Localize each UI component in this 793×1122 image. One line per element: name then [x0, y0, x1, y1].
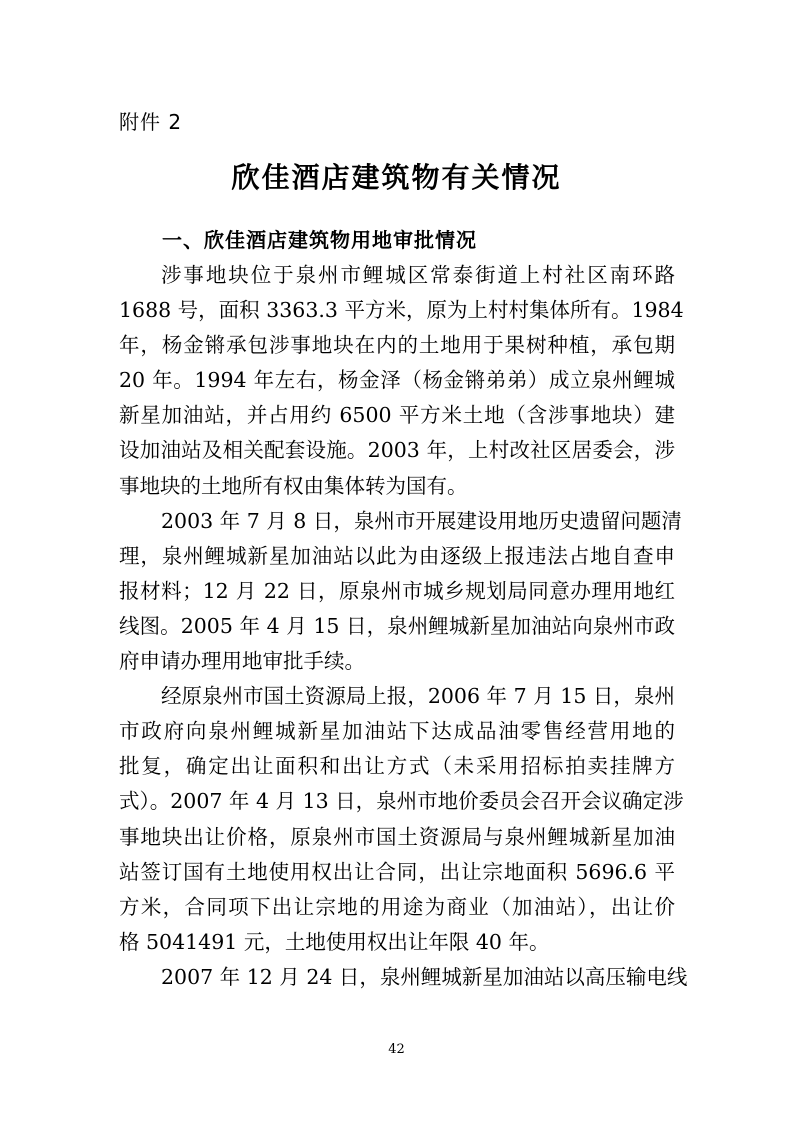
text-line: 市政府向泉州鲤城新星加油站下达成品油零售经营用地的 [119, 719, 675, 744]
text-line: 方米，合同项下出让宗地的用途为商业（加油站），出让价 [119, 894, 675, 919]
text-line: 20 年。1994 年左右，杨金泽（杨金锵弟弟）成立泉州鲤城 [119, 368, 675, 393]
text-line: 1688 号，面积 3363.3 平方米，原为上村村集体所有。1984 [119, 298, 684, 323]
paragraph [119, 258, 684, 504]
text-line: 站签订国有土地使用权出让合同，出让宗地面积 5696.6 平 [119, 859, 675, 884]
paragraph [119, 504, 682, 679]
attachment-label: 附件 2 [119, 110, 183, 134]
text-line: 批复，确定出让面积和出让方式（未采用招标拍卖挂牌方 [119, 754, 675, 779]
paragraph [119, 960, 688, 995]
text-line: 事地块的土地所有权由集体转为国有。 [119, 473, 468, 498]
text-line: 理，泉州鲤城新星加油站以此为由逐级上报违法占地自查申 [119, 543, 675, 568]
text-line: 新星加油站，并占用约 6500 平方米土地（含涉事地块）建 [119, 403, 675, 428]
text-line: 格 5041491 元，土地使用权出让年限 40 年。 [119, 929, 550, 954]
text-line: 2003 年 7 月 8 日，泉州市开展建设用地历史遗留问题清 [161, 508, 682, 533]
text-line: 经原泉州市国土资源局上报，2006 年 7 月 15 日，泉州 [161, 684, 675, 709]
text-line: 2007 年 12 月 24 日，泉州鲤城新星加油站以高压输电线 [161, 964, 688, 989]
page-title: 欣佳酒店建筑物有关情况 [231, 161, 562, 194]
text-line: 线图。2005 年 4 月 15 日，泉州鲤城新星加油站向泉州市政 [119, 613, 675, 638]
text-line: 式）。2007 年 4 月 13 日，泉州市地价委员会召开会议确定涉 [119, 789, 684, 814]
text-line: 年，杨金锵承包涉事地块在内的土地用于果树种植，承包期 [119, 333, 675, 358]
paragraph [119, 679, 684, 960]
page-number: 42 [388, 1042, 405, 1057]
text-line: 设加油站及相关配套设施。2003 年，上村改社区居委会，涉 [119, 438, 675, 463]
section-heading: 一、欣佳酒店建筑物用地审批情况 [162, 228, 477, 252]
text-line: 涉事地块位于泉州市鲤城区常泰街道上村社区南环路 [161, 263, 675, 287]
text-line: 报材料；12 月 22 日，原泉州市城乡规划局同意办理用地红 [119, 578, 675, 603]
text-line: 事地块出让价格，原泉州市国土资源局与泉州鲤城新星加油 [119, 824, 675, 849]
body-text [119, 258, 688, 995]
text-line: 府申请办理用地审批手续。 [119, 649, 365, 674]
